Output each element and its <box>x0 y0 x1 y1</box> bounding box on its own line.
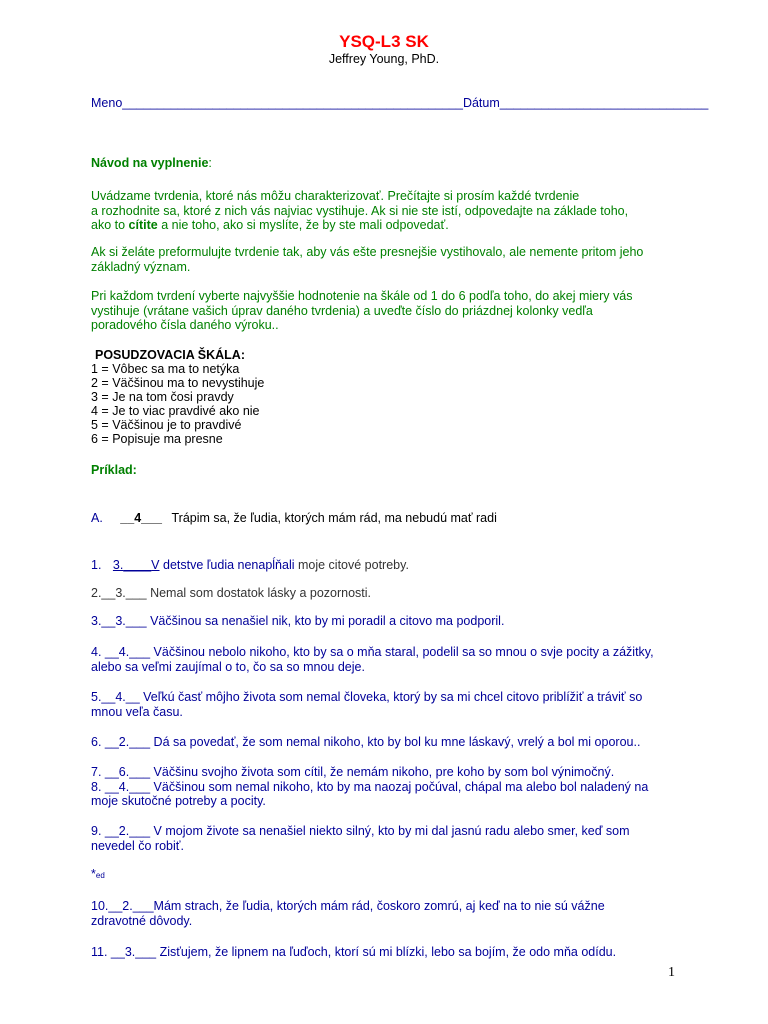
scale-item: 6 = Popisuje ma presne <box>91 432 223 446</box>
item-1-text-ludia: ľudia nenapĺňali <box>206 558 295 572</box>
instructions-heading-colon: : <box>208 156 212 170</box>
item-8-line2: moje skutočné potreby a pocity. <box>91 794 266 808</box>
item-1-number: 1. <box>91 558 102 572</box>
item-1-text-end: moje citové potreby. <box>294 558 409 572</box>
item-1-text-detstve: detstve <box>159 558 207 572</box>
scale-list <box>91 362 391 446</box>
item-5-line1: 5.__4.__ Veľkú časť môjho života som nemal človeka, ktorý by sa mi chcel citovo priblížiť a tráviť so <box>91 690 643 704</box>
p1-line3-end: a nie toho, ako si myslíte, že by ste mali odpovedať. <box>157 218 449 232</box>
example-answer: __4___ <box>120 511 163 525</box>
name-date-row <box>91 96 708 111</box>
name-label: Meno <box>91 96 123 110</box>
instructions-p2-line2: základný význam. <box>91 259 191 274</box>
item-4 <box>91 645 691 674</box>
item-3: 3.__3.___ Väčšinou sa nenašiel nik, kto by mi poradil a citovo ma podporil. <box>91 614 505 628</box>
instructions-p3-line2: vystihuje (vrátane vašich úprav daného tvrdenia) a uveďte číslo do priázdnej kolonky vedľa <box>91 303 593 318</box>
p1-line3-start: ako to <box>91 218 129 232</box>
item-4-line1: 4. __4.___ Väčšinou nebolo nikoho, kto by sa o mňa staral, podelil sa so mnou o svje pocity a zážitky, <box>91 645 654 659</box>
item-1 <box>91 558 691 573</box>
item-7: 7. __6.___ Väčšinu svojho života som cítil, že nemám nikoho, pre koho by som bol výnimočný. <box>91 765 615 779</box>
item-9-line2: nevedel čo robiť. <box>91 838 184 853</box>
p1-line3-bold: cítite <box>128 218 158 232</box>
instructions-paragraph-2 <box>91 245 691 274</box>
item-10 <box>91 899 691 928</box>
instructions-p1-line3 <box>91 218 691 233</box>
page-number: 1 <box>668 965 675 980</box>
example-text: Trápim sa, že ľudia, ktorých mám rád, ma nebudú mať radi <box>171 511 497 525</box>
item-10-line1: 10.__2.___Mám strach, že ľudia, ktorých mám rád, čoskoro zomrú, aj keď na to nie sú vážne <box>91 899 605 913</box>
instructions-p3-line3: poradového čísla daného výroku.. <box>91 318 279 332</box>
item-10-line2: zdravotné dôvody. <box>91 913 193 928</box>
instructions-p3-line1: Pri každom tvrdení vyberte najvyššie hodnotenie na škále od 1 do 6 podľa toho, do akej miery vás <box>91 289 633 303</box>
instructions-p1-line1: Uvádzame tvrdenia, ktoré nás môžu charakterizovať. Prečítajte si prosím každé tvrdenie <box>91 189 580 203</box>
item-1-blank: ____ <box>123 558 152 572</box>
instructions-paragraph-3 <box>91 289 691 333</box>
scale-item: 2 = Väčšinou ma to nevystihuje <box>91 376 265 390</box>
item-7-8 <box>91 765 691 809</box>
item-5-line2: mnou veľa času. <box>91 704 183 719</box>
example-item <box>91 511 691 526</box>
item-6: 6. __2.___ Dá sa povedať, že som nemal nikoho, kto by bol ku mne láskavý, vrelý a bol mi oporou.. <box>91 735 641 749</box>
example-label: A. <box>91 511 103 525</box>
scale-heading: POSUDZOVACIA ŠKÁLA: <box>95 348 245 362</box>
item-1-answer: 3. <box>112 558 124 572</box>
item-9 <box>91 824 691 853</box>
date-field-blank: ______________________________ <box>499 96 709 110</box>
marker-sub: ed <box>95 871 105 880</box>
marker-star: * <box>91 867 96 881</box>
instructions-p1-line2: a rozhodnite sa, ktoré z nich vás najviac vystihuje. Ak si nie ste istí, odpovedajte na základe toho, <box>91 203 629 218</box>
scale-item: 5 = Väčšinou je to pravdivé <box>91 418 242 432</box>
item-2: 2.__3.___ Nemal som dostatok lásky a pozornosti. <box>91 586 372 600</box>
name-field-blank: _________________________________________________ <box>122 96 463 110</box>
item-8-line1: 8. __4.___ Väčšinou som nemal nikoho, kto by ma naozaj počúval, chápal ma alebo bol naladený na <box>91 779 649 794</box>
scale-item: 4 = Je to viac pravdivé ako nie <box>91 404 260 418</box>
date-label: Dátum <box>462 96 500 110</box>
item-11: 11. __3.___ Zisťujem, že lipnem na ľuďoch, ktorí sú mi blízki, lebo sa bojím, že odo mňa odídu. <box>91 945 617 959</box>
instructions-p2-line1: Ak si želáte preformulujte tvrdenie tak, aby vás ešte presnejšie vystihovalo, ale nemente pritom jeho <box>91 245 644 259</box>
example-heading: Príklad: <box>91 463 137 477</box>
item-1-text-v: V <box>151 558 160 572</box>
section-marker <box>91 867 691 884</box>
scale-item: 1 = Vôbec sa ma to netýka <box>91 362 240 376</box>
scale-item: 3 = Je na tom čosi pravdy <box>91 390 234 404</box>
instructions-heading <box>91 156 691 171</box>
item-4-line2: alebo sa veľmi zaujímal o to, čo sa so mnou deje. <box>91 659 365 674</box>
document-title: YSQ-L3 SK <box>339 32 429 51</box>
document-author: Jeffrey Young, PhD. <box>328 52 440 66</box>
instructions-paragraph-1 <box>91 189 691 233</box>
item-9-line1: 9. __2.___ V mojom živote sa nenašiel niekto silný, kto by mi dal jasnú radu alebo smer, keď som <box>91 824 630 838</box>
instructions-heading-text: Návod na vyplnenie <box>91 156 209 170</box>
item-5 <box>91 690 691 719</box>
